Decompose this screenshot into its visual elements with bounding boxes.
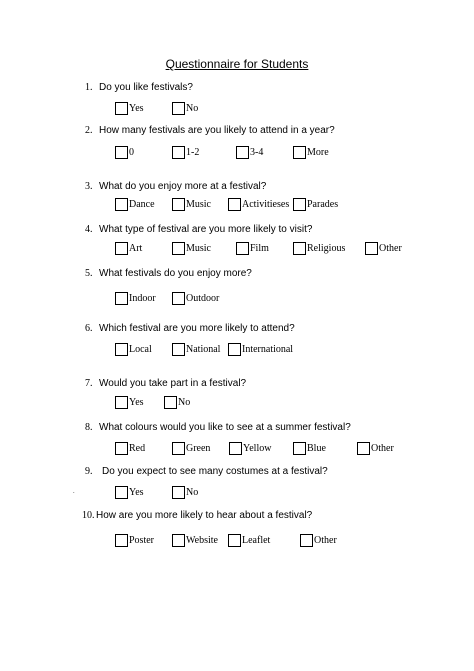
question-number: 6.: [85, 323, 93, 334]
question-text: Would you take part in a festival?: [99, 378, 247, 389]
question-text: How many festivals are you likely to attend in a year?: [99, 125, 335, 136]
option-label: Other: [314, 535, 337, 546]
option-label: Blue: [307, 443, 326, 454]
checkbox[interactable]: [115, 442, 128, 455]
option-label: Poster: [129, 535, 154, 546]
option-label: Website: [186, 535, 218, 546]
option-label: Parades: [307, 199, 339, 210]
checkbox[interactable]: [115, 102, 128, 115]
question-number: 7.: [85, 378, 93, 389]
checkbox[interactable]: [172, 242, 185, 255]
checkbox[interactable]: [115, 396, 128, 409]
checkbox[interactable]: [115, 242, 128, 255]
option-label: Red: [129, 443, 146, 454]
option-label: Religious: [307, 243, 346, 254]
checkbox[interactable]: [115, 534, 128, 547]
question-10: [82, 510, 313, 521]
option-label: 0: [129, 147, 134, 158]
checkbox[interactable]: [357, 442, 370, 455]
option-label: Yes: [129, 487, 144, 498]
question-text: Do you like festivals?: [99, 82, 193, 93]
option-label: 3-4: [250, 147, 264, 158]
question-6: [85, 323, 295, 334]
question-7: [85, 378, 246, 389]
option-label: Other: [371, 443, 394, 454]
checkbox[interactable]: [115, 146, 128, 159]
checkbox[interactable]: [228, 534, 241, 547]
question-8: [85, 422, 351, 433]
question-text: What colours would you like to see at a summer festival?: [99, 422, 351, 433]
option-label: Local: [129, 344, 152, 355]
question-number: 3.: [85, 181, 93, 192]
question-number: 2.: [85, 125, 93, 136]
question-3: [85, 181, 266, 192]
option-label: No: [178, 397, 191, 408]
checkbox[interactable]: [365, 242, 378, 255]
option-label: Leaflet: [242, 535, 271, 546]
checkbox[interactable]: [172, 534, 185, 547]
option-label: Yes: [129, 103, 144, 114]
checkbox[interactable]: [172, 146, 185, 159]
question-text: What do you enjoy more at a festival?: [99, 181, 267, 192]
option-label: Film: [250, 243, 269, 254]
checkbox[interactable]: [293, 442, 306, 455]
option-label: International: [242, 344, 294, 355]
option-label: More: [307, 147, 329, 158]
option-label: Other: [379, 243, 402, 254]
option-label: Green: [186, 443, 211, 454]
checkbox[interactable]: [172, 343, 185, 356]
checkbox[interactable]: [172, 198, 185, 211]
question-1: [85, 82, 193, 93]
checkbox[interactable]: [115, 292, 128, 305]
question-number: 9.: [85, 466, 93, 477]
stray-mark: .: [73, 489, 75, 495]
checkbox[interactable]: [172, 442, 185, 455]
option-label: 1-2: [186, 147, 200, 158]
question-text: Which festival are you more likely to attend?: [99, 323, 295, 334]
question-9: [85, 466, 328, 477]
question-number: 8.: [85, 422, 93, 433]
question-number: 5.: [85, 268, 93, 279]
question-number: 10.: [82, 510, 95, 521]
checkbox[interactable]: [293, 198, 306, 211]
option-label: Music: [186, 199, 211, 210]
checkbox[interactable]: [293, 242, 306, 255]
checkbox[interactable]: [115, 486, 128, 499]
option-label: National: [186, 344, 221, 355]
option-label: Yes: [129, 397, 144, 408]
checkbox[interactable]: [172, 292, 185, 305]
option-label: Activitieses: [242, 199, 290, 210]
question-number: 4.: [85, 224, 93, 235]
question-text: Do you expect to see many costumes at a festival?: [102, 466, 328, 477]
checkbox[interactable]: [228, 343, 241, 356]
option-label: No: [186, 487, 199, 498]
question-5: [85, 268, 252, 279]
checkbox[interactable]: [236, 146, 249, 159]
checkbox[interactable]: [228, 198, 241, 211]
question-number: 1.: [85, 82, 93, 93]
option-label: Yellow: [243, 443, 272, 454]
checkbox[interactable]: [115, 343, 128, 356]
checkbox[interactable]: [115, 198, 128, 211]
option-label: Art: [129, 243, 143, 254]
checkbox[interactable]: [293, 146, 306, 159]
checkbox[interactable]: [236, 242, 249, 255]
option-label: Indoor: [129, 293, 156, 304]
option-label: Dance: [129, 199, 155, 210]
checkbox[interactable]: [300, 534, 313, 547]
option-label: Music: [186, 243, 211, 254]
question-4: [85, 224, 312, 235]
page-title: Questionnaire for Students: [165, 57, 309, 71]
checkbox[interactable]: [229, 442, 242, 455]
checkbox[interactable]: [172, 102, 185, 115]
option-label: No: [186, 103, 199, 114]
option-label: Outdoor: [186, 293, 220, 304]
question-text: What festivals do you enjoy more?: [99, 268, 252, 279]
checkbox[interactable]: [172, 486, 185, 499]
question-2: [85, 125, 335, 136]
question-text: What type of festival are you more likely to visit?: [99, 224, 313, 235]
checkbox[interactable]: [164, 396, 177, 409]
question-text: How are you more likely to hear about a festival?: [96, 510, 313, 521]
